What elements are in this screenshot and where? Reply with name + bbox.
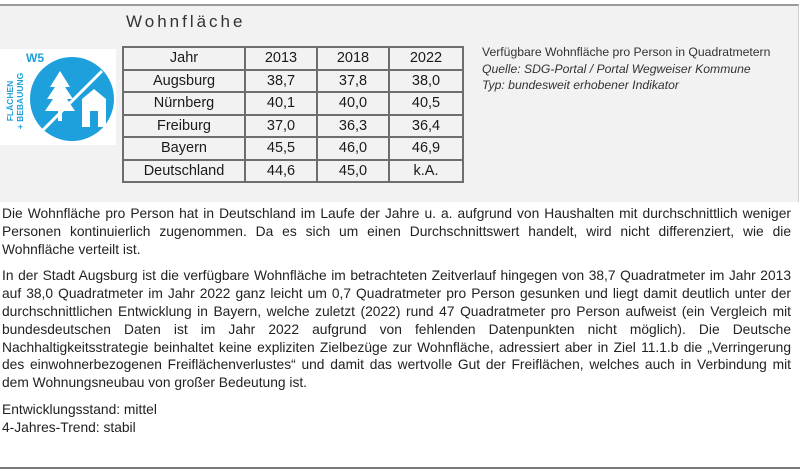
paragraph-intro: Die Wohnfläche pro Person hat in Deutschland im Laufe der Jahre u. a. aufgrund von Haushalten mit durchschnittlich weniger Personen kontinuierlich zugenommen. Da es sich um einen Durchschnittswert handelt, wird nicht differenziert, wie die Wohnfläche verteilt ist. — [2, 206, 791, 257]
row-label: Bayern — [123, 137, 245, 160]
icon-badge: W5 — [26, 51, 44, 65]
body-text — [2, 205, 791, 437]
table-cell: 37,0 — [245, 115, 317, 138]
table-row — [123, 137, 463, 160]
table-cell: 46,0 — [317, 137, 389, 160]
table-cell: 45,5 — [245, 137, 317, 160]
indicator-table — [122, 46, 464, 183]
table-cell: 44,6 — [245, 160, 317, 183]
table-cell: 40,0 — [317, 92, 389, 115]
trend-status: 4-Jahres-Trend: stabil — [2, 419, 136, 435]
page-title: Wohnfläche — [126, 12, 246, 31]
table-cell: 37,8 — [317, 70, 389, 93]
development-status: Entwicklungsstand: mittel — [2, 401, 157, 417]
table-header-cell: 2018 — [317, 47, 389, 70]
table-row — [123, 92, 463, 115]
bottom-divider — [0, 467, 800, 469]
row-label: Freiburg — [123, 115, 245, 138]
table-cell: 45,0 — [317, 160, 389, 183]
row-label: Deutschland — [123, 160, 245, 183]
row-label: Nürnberg — [123, 92, 245, 115]
paragraph-augsburg: In der Stadt Augsburg ist die verfügbare Wohnfläche im betrachteten Zeitverlauf hingegen von 38,7 Quadratmeter im Jahr 2013 auf 38,0 Quadratmeter im Jahr 2022 ganz leicht um 0,7 Quadratmeter pro Person gesunken und liegt damit deutlich unter der durchschnittlichen Entwicklung in Bayern, welche zuletzt (2022) rund 47 Quadratmeter pro Person aufweist (ein Vergleich mit bundesdeutschen Daten ist im Jahr 2022 aufgrund von fehlenden Datenpunkten nicht möglich). Die Deutsche Nachhaltigkeitsstrategie beinhaltet keine expliziten Zielbezüge zur Wohnfläche, adressiert aber in Ziel 11.1.b die „Verringerung des einwohnerbezogenen Freiflächenverlustes“ und damit das wertvolle Gut der Freiflächen, welches auch in Verbindung mit dem Wohnungsneubau von großer Bedeutung ist. — [2, 268, 791, 391]
table-cell: 40,1 — [245, 92, 317, 115]
table-header-cell: Jahr — [123, 47, 245, 70]
table-cell: k.A. — [389, 160, 463, 183]
row-label: Augsburg — [123, 70, 245, 93]
table-header-cell: 2022 — [389, 47, 463, 70]
table-cell: 40,5 — [389, 92, 463, 115]
table-cell: 38,7 — [245, 70, 317, 93]
icon-side-label-2: + BEBAUUNG — [15, 72, 25, 130]
table-row — [123, 160, 463, 183]
indicator-type: Typ: bundesweit erhobener Indikator — [482, 78, 679, 92]
indicator-description: Verfügbare Wohnfläche pro Person in Quadratmetern — [482, 45, 771, 59]
icon-side-label-1: FLÄCHEN — [5, 80, 15, 122]
table-header-row — [123, 47, 463, 70]
icon-graphic — [0, 49, 116, 145]
table-cell: 38,0 — [389, 70, 463, 93]
table-row — [123, 70, 463, 93]
indicator-source: Quelle: SDG-Portal / Portal Wegweiser Kommune — [482, 61, 751, 76]
table-cell: 36,3 — [317, 115, 389, 138]
table-row — [123, 115, 463, 138]
indicator-meta — [482, 44, 770, 94]
sdg-w5-flaechen-bebauung-icon — [0, 49, 116, 145]
table-cell: 36,4 — [389, 115, 463, 138]
table-header-cell: 2013 — [245, 47, 317, 70]
table-cell: 46,9 — [389, 137, 463, 160]
